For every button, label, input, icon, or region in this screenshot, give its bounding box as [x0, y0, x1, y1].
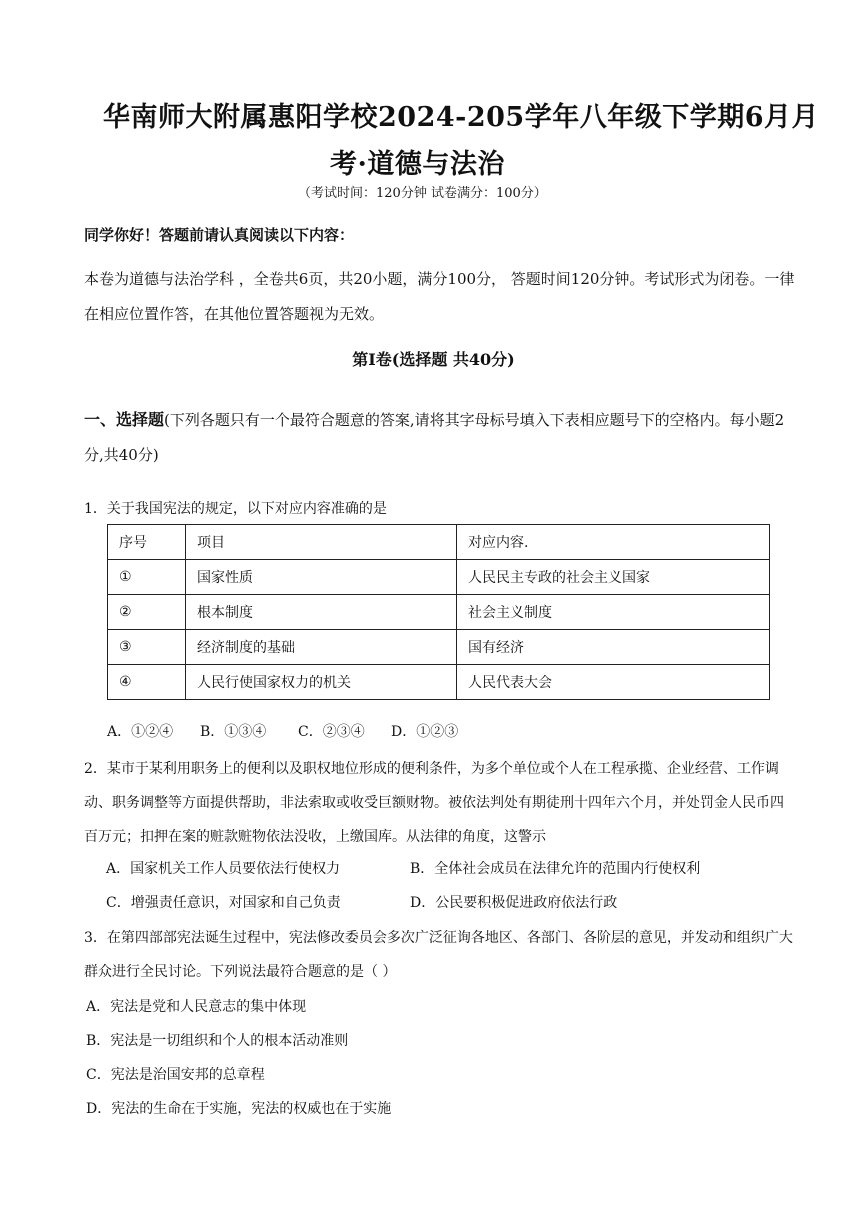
table-cell: 根本制度: [186, 595, 457, 630]
table-row: [108, 630, 770, 665]
q1-option-c[interactable]: C．②③④: [298, 724, 365, 740]
part-heading-label: 一、选择题: [84, 410, 165, 429]
table-cell: 人民民主专政的社会主义国家: [457, 560, 770, 595]
q2-stem: 2．某市于某利用职务上的便利以及职权地位形成的便利条件，为多个单位或个人在工程承揽、企业经营、工作调动、职务调整等方面提供帮助，非法索取或收受巨额财物。被依法判处有期徒刑十四年六个月，并处罚金人民币四百万元；扣押在案的赃款赃物依法没收，上缴国库。从法律的角度，这警示: [84, 761, 784, 845]
q1-option-d[interactable]: D．①②③: [391, 724, 459, 740]
table-cell: ②: [108, 595, 186, 630]
exam-title-line2: 考·道德与法治: [330, 149, 505, 180]
table-cell: ③: [108, 630, 186, 665]
notice-heading: 同学你好！答题前请认真阅读以下内容：: [84, 226, 355, 244]
q1-option-b[interactable]: B．①③④: [200, 724, 267, 740]
q3-option-b[interactable]: B．宪法是一切组织和个人的根本活动准则: [86, 1033, 349, 1049]
q2-option-d[interactable]: D．公民要积极促进政府依法行政: [410, 895, 618, 911]
table-header-cell: 项目: [186, 525, 457, 560]
q2-option-b[interactable]: B．全体社会成员在法律允许的范围内行使权利: [410, 861, 701, 877]
table-cell: 人民代表大会: [457, 665, 770, 700]
table-header-row: [108, 525, 770, 560]
table-cell: 社会主义制度: [457, 595, 770, 630]
table-row: [108, 560, 770, 595]
q3-stem: 3．在第四部部宪法诞生过程中，宪法修改委员会多次广泛征询各地区、各部门、各阶层的意见，并发动和组织广大群众进行全民讨论。下列说法最符合题意的是（ ）: [84, 930, 793, 980]
q2-option-c[interactable]: C．增强责任意识，对国家和自己负责: [106, 895, 341, 911]
table-cell: 国有经济: [457, 630, 770, 665]
table-cell: 经济制度的基础: [186, 630, 457, 665]
q1-options: [107, 721, 458, 741]
q2-option-a[interactable]: A．国家机关工作人员要依法行使权力: [106, 861, 341, 877]
table-cell: ①: [108, 560, 186, 595]
table-cell: ④: [108, 665, 186, 700]
table-row: [108, 665, 770, 700]
q1-option-a[interactable]: A．①②④: [107, 724, 174, 740]
part-heading-instructions: (下列各题只有一个最符合题意的答案,请将其字母标号填入下表相应题号下的空格内。每小题2分,共40分): [84, 411, 785, 464]
part-heading: [84, 402, 796, 473]
table-row: [108, 595, 770, 630]
q1-stem: 1．关于我国宪法的规定，以下对应内容准确的是: [84, 501, 387, 517]
exam-title-line1: 华南师大附属惠阳学校2024-205学年八年级下学期6月月: [103, 102, 819, 133]
q3-option-a[interactable]: A．宪法是党和人民意志的集中体现: [86, 999, 307, 1015]
table-header-cell: 对应内容.: [457, 525, 770, 560]
q3-option-c[interactable]: C．宪法是治国安邦的总章程: [86, 1067, 265, 1083]
table-cell: 国家性质: [186, 560, 457, 595]
q1-table: [107, 524, 770, 700]
q3-option-d[interactable]: D．宪法的生命在于实施，宪法的权威也在于实施: [86, 1101, 392, 1117]
table-cell: 人民行使国家权力的机关: [186, 665, 457, 700]
section-title: 第Ⅰ卷(选择题 共40分): [352, 350, 515, 369]
table-header-cell: 序号: [108, 525, 186, 560]
exam-subtitle: （考试时间：120分钟 试卷满分：100分）: [298, 186, 547, 201]
notice-text: 本卷为道德与法治学科 ，全卷共6页，共20小题，满分100分， 答题时间120分钟。考试形式为闭卷。一律在相应位置作答，在其他位置答题视为无效。: [84, 270, 795, 323]
